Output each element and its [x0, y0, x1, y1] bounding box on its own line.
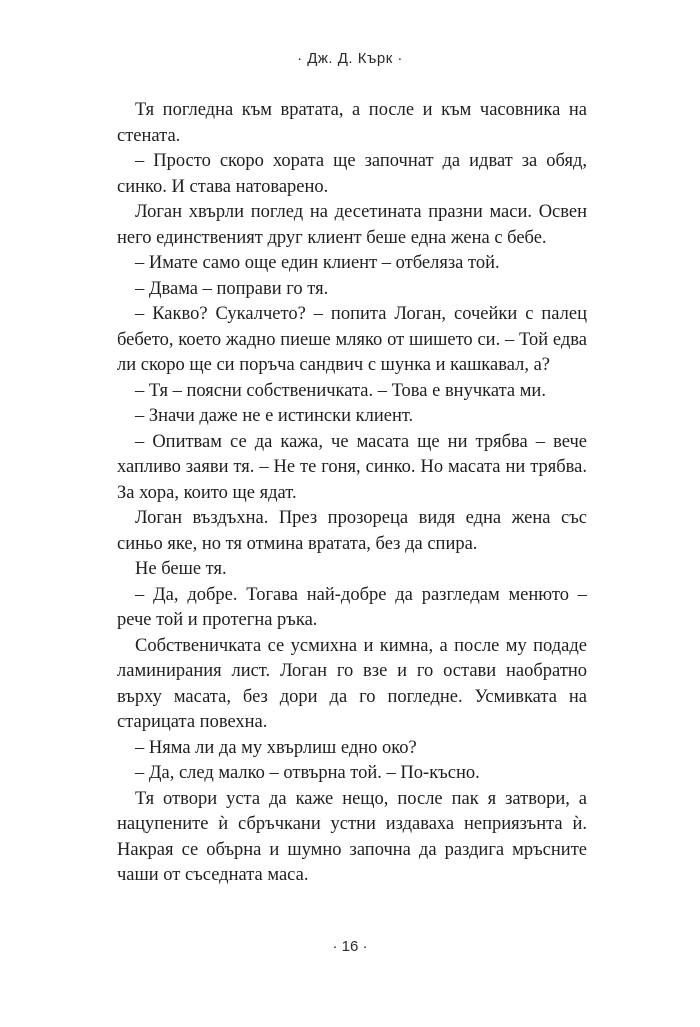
paragraph: – Какво? Сукалчето? – попита Логан, сочейки с палец бебето, което жадно пиеше мляко от шишето си. – Той едва ли скоро ще си поръча сандвич с шунка и кашкавал, а?	[117, 304, 587, 375]
paragraph: – Просто скоро хората ще започнат да идват за обяд, синко. И става натоварено.	[117, 151, 587, 197]
paragraph: – Тя – поясни собственичката. – Това е внучката ми.	[135, 380, 546, 401]
paragraph: Логан хвърли поглед на десетината празни маси. Освен него единственият друг клиент беше една жена с бебе.	[117, 202, 587, 248]
text-body	[117, 98, 587, 889]
page-number: · 16 ·	[332, 938, 368, 955]
paragraph: – Имате само още един клиент – отбеляза той.	[135, 253, 500, 273]
paragraph: Тя отвори уста да каже нещо, после пак я затвори, а нацупените ѝ сбръчкани устни издаваха неприязънта ѝ. Накрая се обърна и шумно започна да раздига мръсните чаши от съседната маса.	[117, 788, 587, 885]
paragraph: – Да, добре. Тогава най-добре да разгледам менюто – рече той и протегна ръка.	[117, 584, 587, 630]
paragraph: – Няма ли да му хвърлиш едно око?	[135, 737, 417, 758]
paragraph: – Опитвам се да кажа, че масата ще ни трябва – вече хапливо заяви тя. – Не те гоня, синко. Но масата ни трябва. За хора, които ще ядат.	[117, 431, 587, 503]
paragraph: Логан въздъхна. През прозореца видя една жена със синьо яке, но тя отмина вратата, без да спира.	[117, 508, 587, 554]
paragraph: Тя погледна към вратата, а после и към часовника на стената.	[117, 100, 587, 146]
running-header: · Дж. Д. Кърк ·	[297, 50, 403, 67]
paragraph: – Да, след малко – отвърна той. – По-късно.	[135, 763, 480, 783]
paragraph: Собственичката се усмихна и кимна, а после му подаде ламинирания лист. Логан го взе и го остави наобратно върху масата, без дори да го погледне. Усмивката на старицата повехна.	[117, 635, 587, 732]
paragraph: Не беше тя.	[135, 559, 227, 579]
paragraph: – Значи даже не е истински клиент.	[135, 406, 414, 426]
paragraph: – Двама – поправи го тя.	[135, 278, 329, 299]
